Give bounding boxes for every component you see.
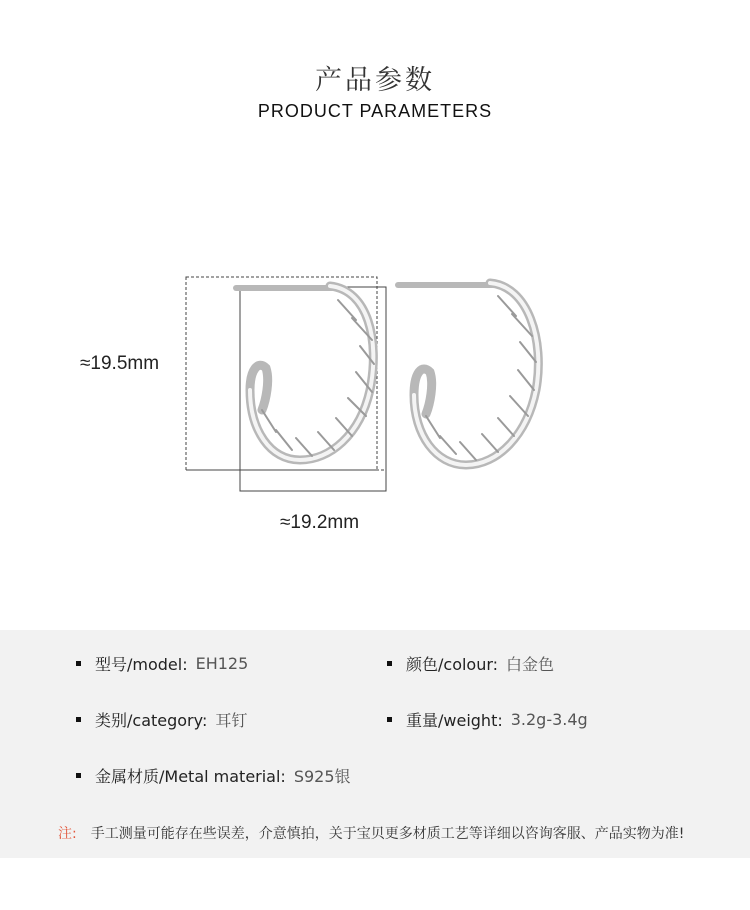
param-model-label: 型号/model: — [95, 655, 188, 674]
bullet-icon — [76, 717, 81, 722]
param-colour — [387, 652, 554, 675]
param-colour-value: 白金色 — [506, 655, 555, 674]
height-dimension-label: ≈19.5mm — [80, 353, 160, 374]
parameters-panel — [0, 630, 750, 858]
param-category-value: 耳钉 — [215, 711, 248, 730]
param-colour-label: 颜色/colour: — [406, 655, 499, 674]
page-title-en: PRODUCT PARAMETERS — [257, 101, 493, 121]
param-material-value: S925银 — [293, 767, 351, 786]
note-text: 手工测量可能存在些误差，介意慎拍，关于宝贝更多材质工艺等详细以咨询客服、产品实物为准! — [90, 826, 685, 842]
earring-right — [398, 283, 538, 465]
bullet-icon — [387, 717, 392, 722]
bullet-icon — [387, 661, 392, 666]
product-figure — [0, 260, 750, 500]
param-material-label: 金属材质/Metal material: — [95, 767, 286, 786]
earring-diagram — [0, 260, 750, 500]
param-weight-label: 重量/weight: — [406, 711, 503, 730]
param-category-label: 类别/category: — [95, 711, 208, 730]
param-model-value: EH125 — [195, 654, 249, 673]
param-category — [76, 708, 247, 731]
bullet-icon — [76, 661, 81, 666]
note-prefix: 注: — [58, 826, 77, 842]
earring-left — [236, 286, 374, 460]
width-dimension-label: ≈19.2mm — [280, 512, 360, 533]
param-model — [76, 652, 248, 675]
param-weight-value: 3.2g-3.4g — [510, 710, 588, 729]
param-material — [76, 764, 351, 787]
param-weight — [387, 708, 588, 731]
page-title-cn: 产品参数 — [315, 65, 435, 96]
disclaimer-note — [58, 823, 684, 843]
bullet-icon — [76, 773, 81, 778]
